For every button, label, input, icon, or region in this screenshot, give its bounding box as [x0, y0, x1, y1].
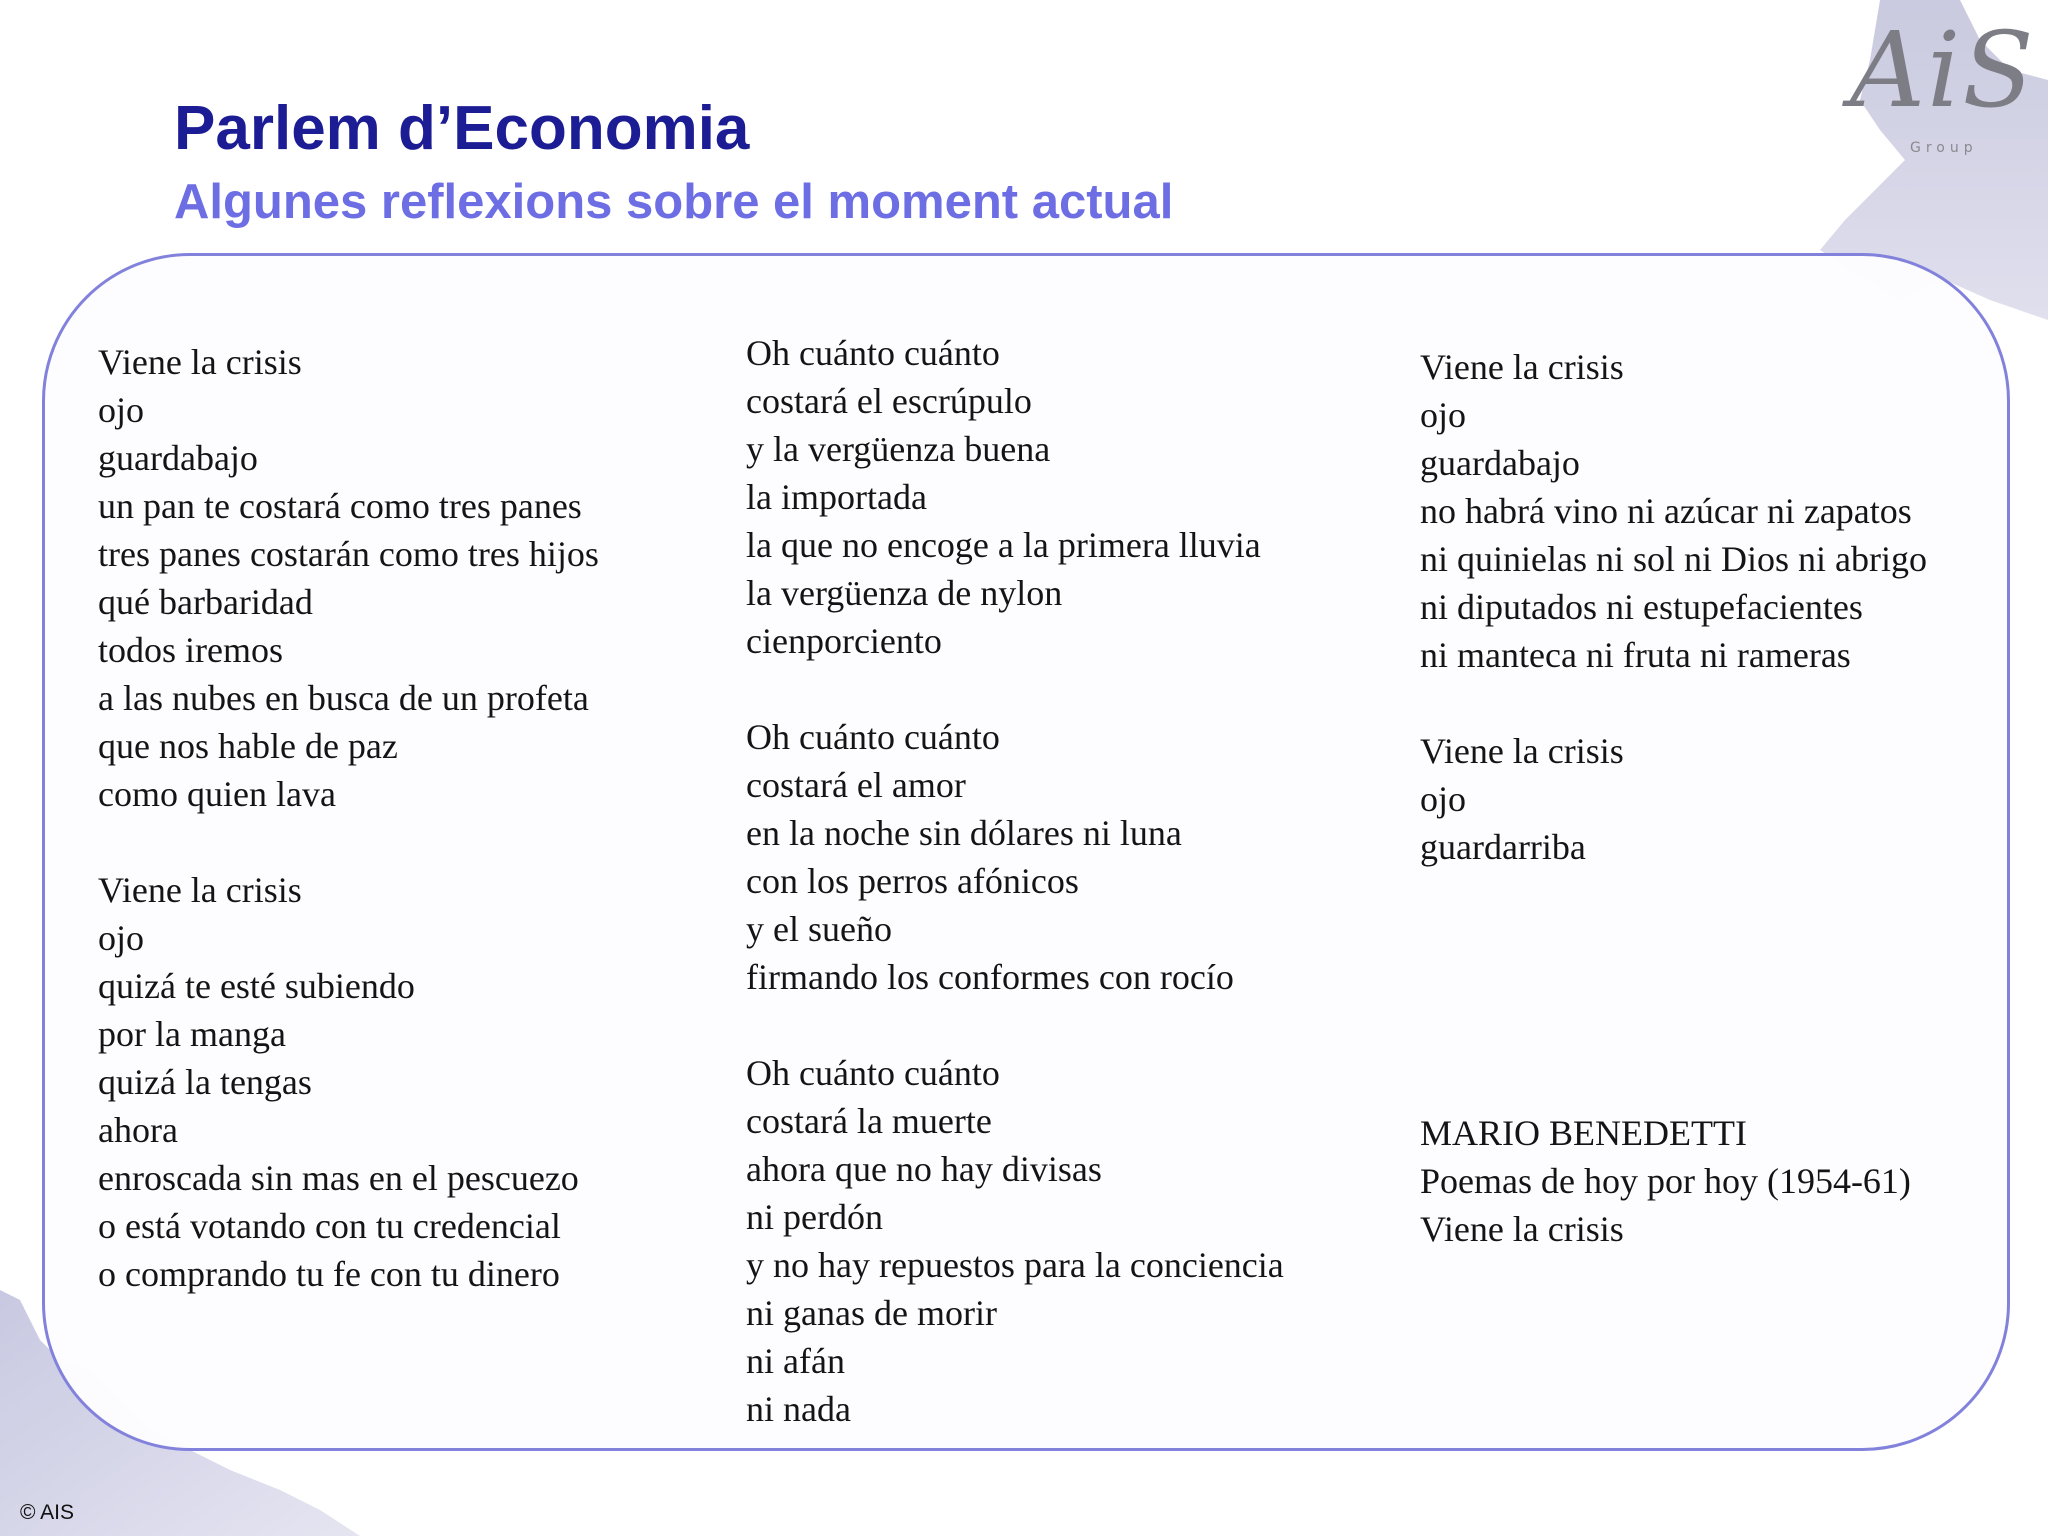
verse-line: Viene la crisis — [98, 870, 302, 910]
slide-title: Parlem d’Economia — [174, 94, 750, 163]
verse-line: qué barbaridad — [98, 582, 313, 622]
verse-line: y no hay repuestos para la conciencia — [746, 1245, 1284, 1285]
verse-line: la importada — [746, 477, 927, 517]
verse-line: todos iremos — [98, 630, 283, 670]
verse-line: un pan te costará como tres panes — [98, 486, 582, 526]
verse-line: costará el escrúpulo — [746, 381, 1032, 421]
logo-text: AiS — [1850, 9, 2036, 131]
verse-line: ahora que no hay divisas — [746, 1149, 1102, 1189]
credit-poem-title: Viene la crisis — [1420, 1209, 1624, 1249]
stanza — [98, 338, 599, 818]
stanza — [746, 329, 1284, 665]
verse-line: o está votando con tu credencial — [98, 1206, 561, 1246]
poem-credit — [1420, 1109, 1911, 1253]
verse-line: y el sueño — [746, 909, 892, 949]
verse-line: firmando los conformes con rocío — [746, 957, 1234, 997]
verse-line: ahora — [98, 1110, 178, 1150]
copyright-notice: © AIS — [20, 1501, 74, 1524]
verse-line: Oh cuánto cuánto — [746, 717, 1000, 757]
verse-line: guardabajo — [1420, 443, 1580, 483]
verse-line: ni quinielas ni sol ni Dios ni abrigo — [1420, 539, 1927, 579]
poem-column-3 — [1420, 343, 1927, 871]
verse-line: enroscada sin mas en el pescuezo — [98, 1158, 579, 1198]
verse-line: ni manteca ni fruta ni rameras — [1420, 635, 1851, 675]
verse-line: por la manga — [98, 1014, 286, 1054]
verse-line: cienporciento — [746, 621, 942, 661]
slide-subtitle: Algunes reflexions sobre el moment actual — [174, 175, 1174, 229]
verse-line: Oh cuánto cuánto — [746, 333, 1000, 373]
verse-line: como quien lava — [98, 774, 336, 814]
verse-line: quizá la tengas — [98, 1062, 312, 1102]
verse-line: costará la muerte — [746, 1101, 992, 1141]
verse-line: la que no encoge a la primera lluvia — [746, 525, 1261, 565]
verse-line: ojo — [98, 918, 145, 958]
verse-line: ni diputados ni estupefacientes — [1420, 587, 1863, 627]
verse-line: guardarriba — [1420, 827, 1586, 867]
verse-line: y la vergüenza buena — [746, 429, 1051, 469]
poem-column-2 — [746, 329, 1284, 1433]
verse-line: no habrá vino ni azúcar ni zapatos — [1420, 491, 1912, 531]
verse-line: ojo — [1420, 395, 1467, 435]
credit-book: Poemas de hoy por hoy (1954-61) — [1420, 1161, 1911, 1201]
verse-line: costará el amor — [746, 765, 966, 805]
verse-line: en la noche sin dólares ni luna — [746, 813, 1182, 853]
stanza — [746, 1049, 1284, 1433]
credit-author: MARIO BENEDETTI — [1420, 1113, 1747, 1153]
verse-line: ojo — [98, 390, 145, 430]
verse-line: ni nada — [746, 1389, 851, 1429]
company-logo — [1840, 9, 2040, 164]
verse-line: que nos hable de paz — [98, 726, 398, 766]
verse-line: ojo — [1420, 779, 1467, 819]
logo-subtext: Group — [1910, 140, 1978, 156]
verse-line: Viene la crisis — [1420, 731, 1624, 771]
stanza — [1420, 343, 1927, 679]
verse-line: Viene la crisis — [98, 342, 302, 382]
verse-line: guardabajo — [98, 438, 258, 478]
stanza — [1420, 727, 1927, 871]
verse-line: Viene la crisis — [1420, 347, 1624, 387]
stanza — [98, 866, 599, 1298]
verse-line: o comprando tu fe con tu dinero — [98, 1254, 560, 1294]
verse-line: tres panes costarán como tres hijos — [98, 534, 599, 574]
poem-column-1 — [98, 338, 599, 1298]
verse-line: a las nubes en busca de un profeta — [98, 678, 589, 718]
verse-line: ni ganas de morir — [746, 1293, 997, 1333]
verse-line: con los perros afónicos — [746, 861, 1079, 901]
verse-line: ni perdón — [746, 1197, 883, 1237]
verse-line: ni afán — [746, 1341, 845, 1381]
stanza — [746, 713, 1284, 1001]
verse-line: la vergüenza de nylon — [746, 573, 1063, 613]
verse-line: Oh cuánto cuánto — [746, 1053, 1000, 1093]
verse-line: quizá te esté subiendo — [98, 966, 415, 1006]
